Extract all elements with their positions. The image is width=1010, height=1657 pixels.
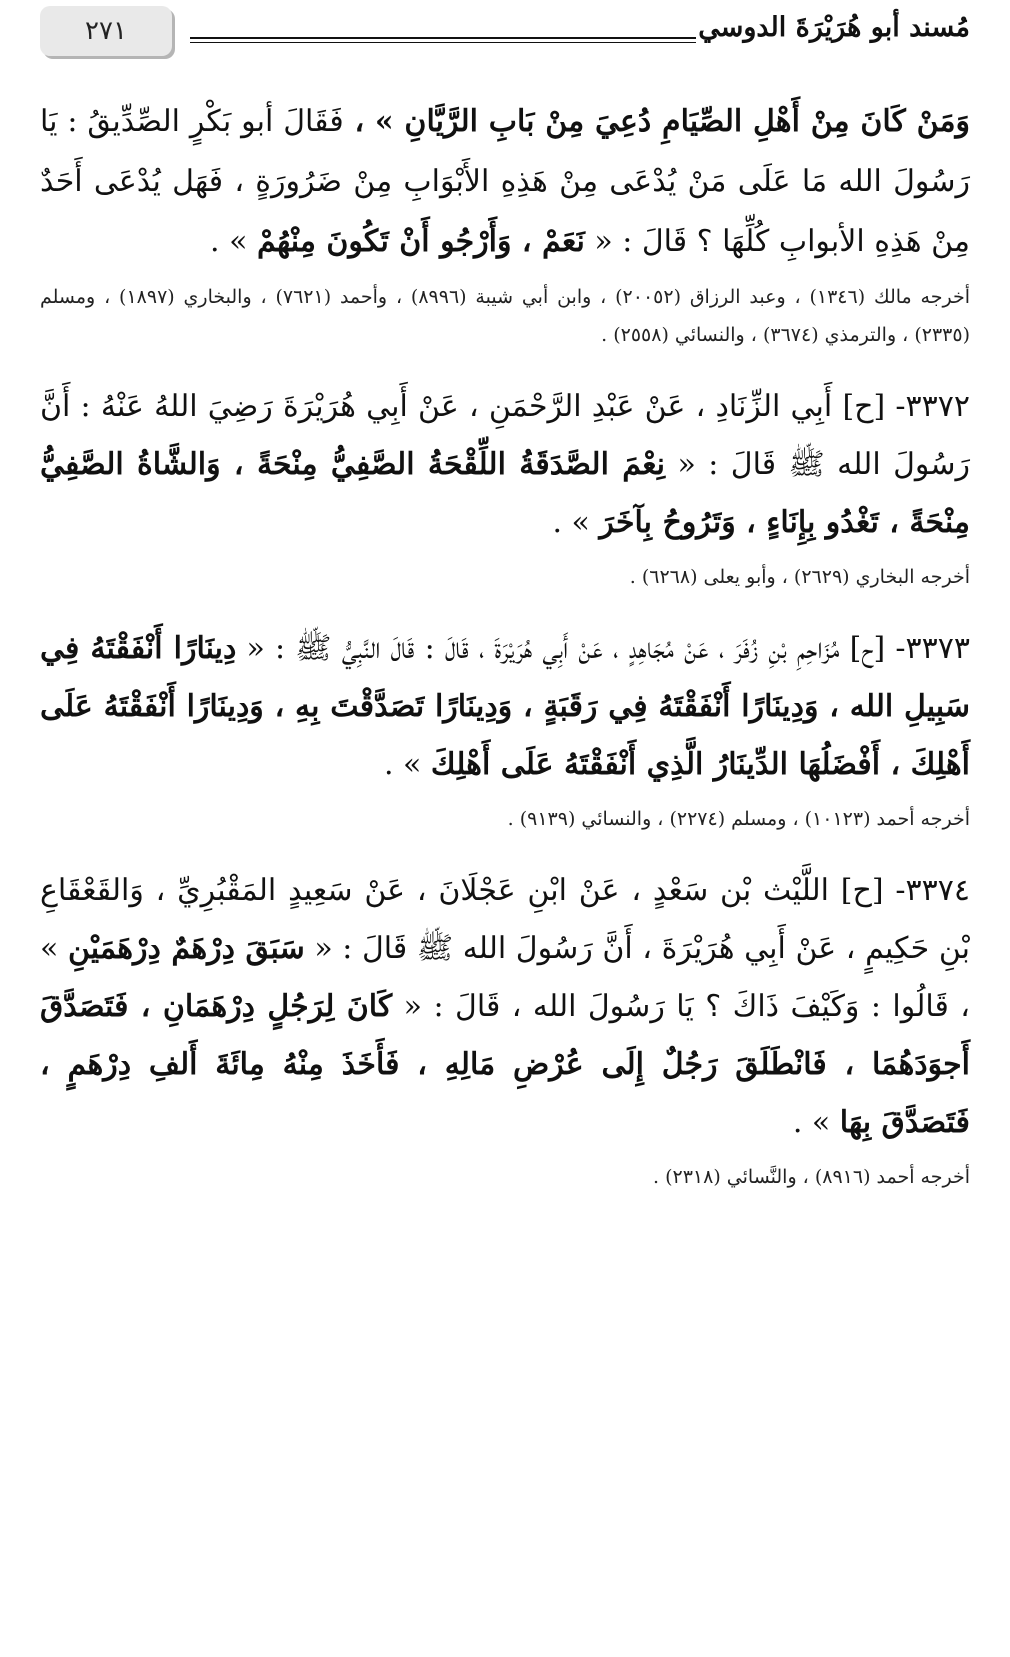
hadith-isnad: - [ح] مُزَاحِمِ بْنِ زُفَرَ ، عَنْ مُجَاهِدٍ ، عَنْ أَبِي هُرَيْرَةَ ، قَالَ : قَالَ النَّبِيُّ ﷺ : «	[236, 631, 906, 666]
takhrij-footnote: أخرجه مالك (١٣٤٦) ، وعبد الرزاق (٢٠٠٥٢) ، وابن أبي شيبة (٨٩٩٦) ، وأحمد (٧٦٢١) ، والبخاري (١٨٩٧) ، ومسلم (٢٣٣٥) ، والترمذي (٣٦٧٤) ، والنسائي (٢٥٥٨) .	[40, 286, 970, 346]
hadith-number: ٣٣٧٣	[905, 631, 970, 666]
takhrij-footnote: أخرجه البخاري (٢٦٢٩) ، وأبو يعلى (٦٢٦٨) .	[629, 566, 970, 588]
hadith-text	[40, 862, 970, 1152]
hadith-entry	[40, 378, 970, 596]
hadith-number: ٣٣٧٤	[905, 873, 970, 908]
hadith-closing: » .	[383, 747, 431, 782]
hadith-isnad: - [ح] أَبِي الزِّنَادِ ، عَنْ عَبْدِ الرَّحْمَنِ ، عَنْ أَبِي هُرَيْرَةَ رَضِيَ اللهُ عَنْهُ : أَنَّ رَسُولَ الله ﷺ قَالَ : «	[40, 389, 970, 482]
hadith-matn: كَانَ لِرَجُلٍ دِرْهَمَانِ ، فَتَصَدَّقَ أَجوَدَهُمَا ، فَانْطَلَقَ رَجُلٌ إِلَى عُرْضِ مَالِهِ ، فَأَخَذَ مِنْهُ مِائَةَ أَلفِ دِرْهَمٍ ، فَتَصَدَّقَ بِهَا	[40, 989, 970, 1140]
header-rule-thin	[190, 42, 696, 43]
page-number: ٢٧١	[40, 6, 172, 56]
hadith-text	[40, 620, 970, 794]
hadith-matn: وَمَنْ كَانَ مِنْ أَهْلِ الصِّيَامِ دُعِيَ مِنْ بَابِ الرَّيَّانِ » ،	[343, 104, 970, 139]
running-title: مُسند أبو هُرَيْرَةَ الدوسي	[698, 12, 970, 43]
hadith-isnad: - [ح] اللَّيْث بْن سَعْدٍ ، عَنْ ابْنِ عَجْلَانَ ، عَنْ سَعِيدٍ المَقْبُرِيِّ ، وَالقَعْقَاعِ بْنِ حَكِيمٍ ، عَنْ أَبِي هُرَيْرَةَ ، أَنَّ رَسُولَ الله ﷺ قَالَ : «	[40, 873, 971, 966]
hadith-matn: نِعْمَ الصَّدَقَةُ اللِّقْحَةُ الصَّفِيُّ مِنْحَةً ، وَالشَّاةُ الصَّفِيُّ مِنْحَةً ، تَغْدُو بِإِنَاءٍ ، وَتَرُوحُ بِآخَرَ	[40, 447, 970, 540]
header-rule	[190, 37, 696, 39]
takhrij-footnote: أخرجه أحمد (١٠١٢٣) ، ومسلم (٢٢٧٤) ، والنسائي (٩١٣٩) .	[507, 808, 970, 830]
hadith-text	[40, 378, 970, 552]
hadith-closing: » .	[210, 224, 258, 259]
hadith-text	[40, 92, 970, 272]
page-body	[40, 92, 970, 1196]
hadith-narration: فَقَالَ أبو بَكْرٍ الصِّدِّيقُ : يَا رَسُولَ الله مَا عَلَى مَنْ يُدْعَى مِنْ هَذِهِ الأَبْوَابِ مِنْ ضَرُورَةٍ ، فَهَل يُدْعَى أَحَدٌ مِنْ هَذِهِ الأبوابِ كُلِّهَا ؟ قَالَ : «	[40, 104, 970, 259]
page-header	[0, 0, 1010, 70]
hadith-matn: نَعَمْ ، وَأَرْجُو أَنْ تَكُونَ مِنْهُمْ	[257, 224, 585, 259]
hadith-continuation	[40, 92, 970, 354]
hadith-matn: سَبَقَ دِرْهَمٌ دِرْهَمَيْنِ	[67, 931, 305, 966]
hadith-entry	[40, 620, 970, 838]
hadith-closing: » .	[792, 1105, 840, 1140]
hadith-closing: » .	[552, 505, 600, 540]
hadith-number: ٣٣٧٢	[905, 389, 970, 424]
takhrij-footnote: أخرجه أحمد (٨٩١٦) ، والنَّسائي (٢٣١٨) .	[653, 1166, 970, 1188]
hadith-matn: دِينَارًا أَنْفَقْتَهُ فِي سَبِيلِ الله ، وَدِينَارًا أَنْفَقْتَهُ فِي رَقَبَةٍ ، وَدِينَارًا تَصَدَّقْتَ بِهِ ، وَدِينَارًا أَنْفَقْتَهُ عَلَى أَهْلِكَ ، أَفْضَلُهَا الدِّينَارُ الَّذِي أَنْفَقْتَهُ عَلَى أَهْلِكَ	[40, 631, 970, 782]
hadith-narration: » ، قَالُوا : وَكَيْفَ ذَاكَ ؟ يَا رَسُولَ الله ، قَالَ : «	[40, 931, 970, 1024]
hadith-entry	[40, 862, 970, 1196]
